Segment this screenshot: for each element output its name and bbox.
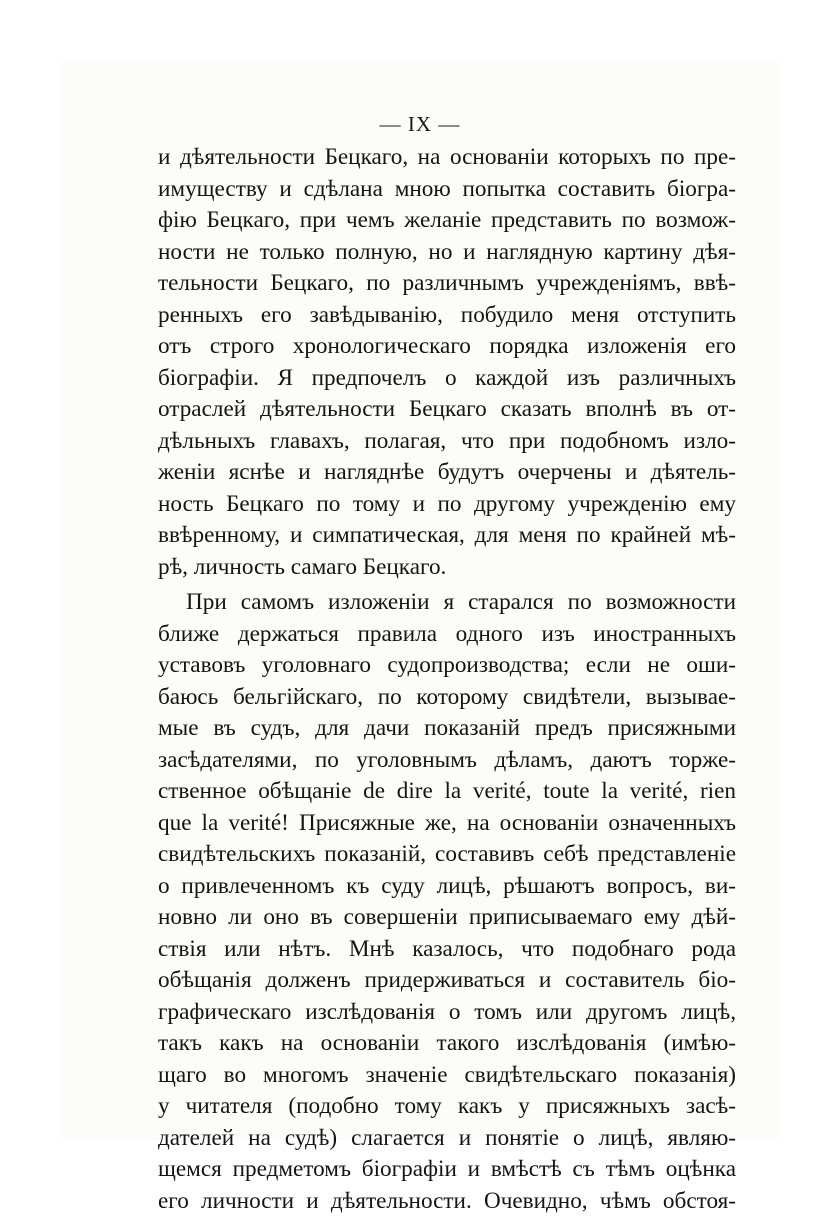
text-line: у читателя (подобно тому какъ у присяжныхъ засѣ- bbox=[158, 1091, 736, 1123]
text-line: ренныхъ его завѣдыванію, побудило меня отступить bbox=[158, 300, 736, 332]
paragraph-2 bbox=[158, 587, 736, 1217]
text-line: его личности и дѣятельности. Очевидно, чѣмъ обстоя- bbox=[158, 1186, 736, 1217]
body-text bbox=[158, 142, 736, 1217]
text-line: ствія или нѣтъ. Мнѣ казалось, что подобнаго рода bbox=[158, 934, 736, 966]
text-line: дателей на судѣ) слагается и понятіе о лицѣ, являю- bbox=[158, 1123, 736, 1155]
text-line: о привлеченномъ къ суду лицѣ, рѣшаютъ вопросъ, ви- bbox=[158, 871, 736, 903]
page-number: — IX — bbox=[0, 112, 840, 137]
text-line: уставовъ уголовнаго судопроизводства; если не оши- bbox=[158, 650, 736, 682]
text-line: отъ строго хронологическаго порядка изложенія его bbox=[158, 331, 736, 363]
text-line: ности не только полную, но и наглядную картину дѣя- bbox=[158, 237, 736, 269]
text-line: свидѣтельскихъ показаній, составивъ себѣ представленіе bbox=[158, 839, 736, 871]
text-line: дѣльныхъ главахъ, полагая, что при подобномъ изло- bbox=[158, 426, 736, 458]
text-line: біографіи. Я предпочелъ о каждой изъ различныхъ bbox=[158, 363, 736, 395]
paragraph-1 bbox=[158, 142, 736, 583]
text-line: графическаго изслѣдованія о томъ или другомъ лицѣ, bbox=[158, 997, 736, 1029]
text-line: баюсь бельгійскаго, по которому свидѣтели, вызывае- bbox=[158, 682, 736, 714]
text-line: засѣдателями, по уголовнымъ дѣламъ, даютъ торже- bbox=[158, 745, 736, 777]
text-line: щемся предметомъ біографіи и вмѣстѣ съ тѣмъ оцѣнка bbox=[158, 1154, 736, 1186]
text-line: При самомъ изложеніи я старался по возможности bbox=[158, 587, 736, 619]
text-line: новно ли оно въ совершеніи приписываемаго ему дѣй- bbox=[158, 902, 736, 934]
text-line: мые въ судъ, для дачи показаній предъ присяжными bbox=[158, 713, 736, 745]
text-line: ность Бецкаго по тому и по другому учрежденію ему bbox=[158, 489, 736, 521]
text-line: фію Бецкаго, при чемъ желаніе представить по возмож- bbox=[158, 205, 736, 237]
text-line: que la verité! Присяжные же, на основаніи означенныхъ bbox=[158, 808, 736, 840]
text-line: ближе держаться правила одного изъ иностранныхъ bbox=[158, 619, 736, 651]
text-line: рѣ, личность самаго Бецкаго. bbox=[158, 552, 736, 584]
text-line: женіи яснѣе и нагляднѣе будутъ очерчены и дѣятель- bbox=[158, 457, 736, 489]
text-line: тельности Бецкаго, по различнымъ учрежденіямъ, ввѣ- bbox=[158, 268, 736, 300]
text-line: обѣщанія долженъ придерживаться и составитель біо- bbox=[158, 965, 736, 997]
text-line: ственное обѣщаніе de dire la verité, toute la verité, rien bbox=[158, 776, 736, 808]
text-line: имуществу и сдѣлана мною попытка составить біогра- bbox=[158, 174, 736, 206]
text-line: ввѣренному, и симпатическая, для меня по крайней мѣ- bbox=[158, 520, 736, 552]
text-line: щаго во многомъ значеніе свидѣтельскаго показанія) bbox=[158, 1060, 736, 1092]
text-line: и дѣятельности Бецкаго, на основаніи которыхъ по пре- bbox=[158, 142, 736, 174]
text-line: отраслей дѣятельности Бецкаго сказать вполнѣ въ от- bbox=[158, 394, 736, 426]
text-line: такъ какъ на основаніи такого изслѣдованія (имѣю- bbox=[158, 1028, 736, 1060]
